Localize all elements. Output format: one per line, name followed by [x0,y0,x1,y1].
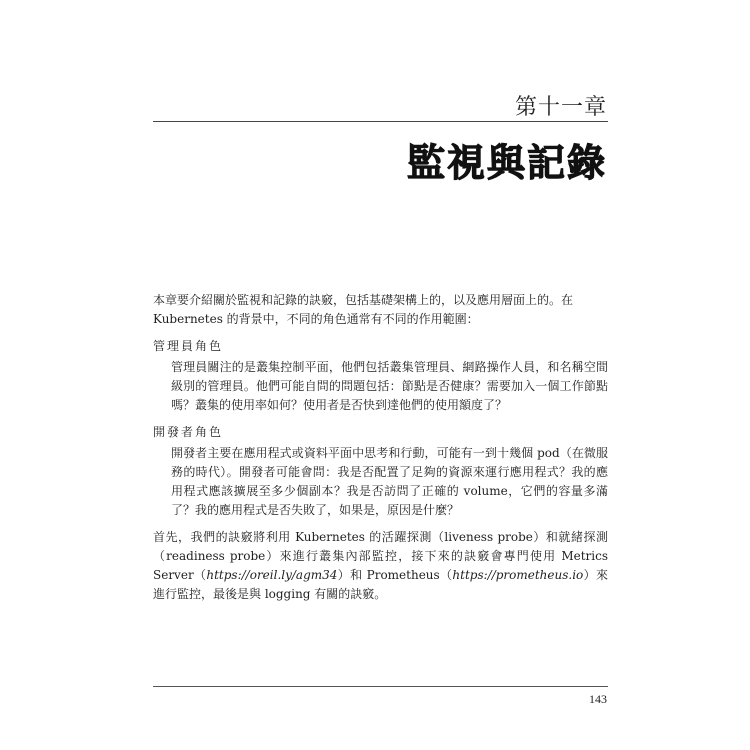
term-heading-admin: 管理員角色 [153,339,224,353]
term-body-developer: 開發者主要在應用程式或資料平面中思考和行動，可能有一到十幾個 pod（在微服務的時代）。開發者可能會問：我是否配置了足夠的資源來運行應用程式？我的應用程式應該擴展至多少個副本？我是否訪問了正確的 volume，它們的容量多滿了？我的應用程式是否失敗了，如果是，原因是什麼？ [171,446,608,517]
term-heading-developer: 開發者角色 [153,425,224,439]
metrics-server-link[interactable]: https://oreil.ly/agm34 [206,568,338,582]
page-number: 143 [589,692,607,706]
prometheus-link[interactable]: https://prometheus.io [452,568,584,582]
chapter-header-rule [153,121,608,122]
chapter-body [153,291,608,604]
footer-rule [153,686,608,687]
term-developer-role [153,423,608,520]
closing-paragraph [153,528,608,604]
term-body-admin: 管理員關注的是叢集控制平面，他們包括叢集管理員、網路操作人員，和名稱空間級別的管理員。他們可能自問的問題包括：節點是否健康？需要加入一個工作節點嗎？叢集的使用率如何？使用者是否快到達他們的使用額度了？ [171,360,608,412]
chapter-title: 監視與記錄 [406,141,607,185]
intro-line-2: Kubernetes 的背景中，不同的角色通常有不同的作用範圍： [153,312,479,326]
chapter-label: 第十一章 [514,95,607,120]
intro-line-1: 本章要介紹關於監視和記錄的訣竅，包括基礎架構上的，以及應用層面上的。在 [153,293,574,307]
closing-text-1: 首先，我們的訣竅將利用 Kubernetes 的活躍探測（liveness probe）和就緒探測（readiness probe）來進行叢集內部監控，接下來的訣竅會專門使用 Metrics Server（ [153,530,608,582]
closing-text-3: ）來進行監控，最後是與 logging 有關的訣竅。 [153,568,608,601]
term-admin-role [153,337,608,415]
closing-text-2: ）和 Prometheus（ [337,568,453,582]
intro-paragraph [153,291,608,329]
